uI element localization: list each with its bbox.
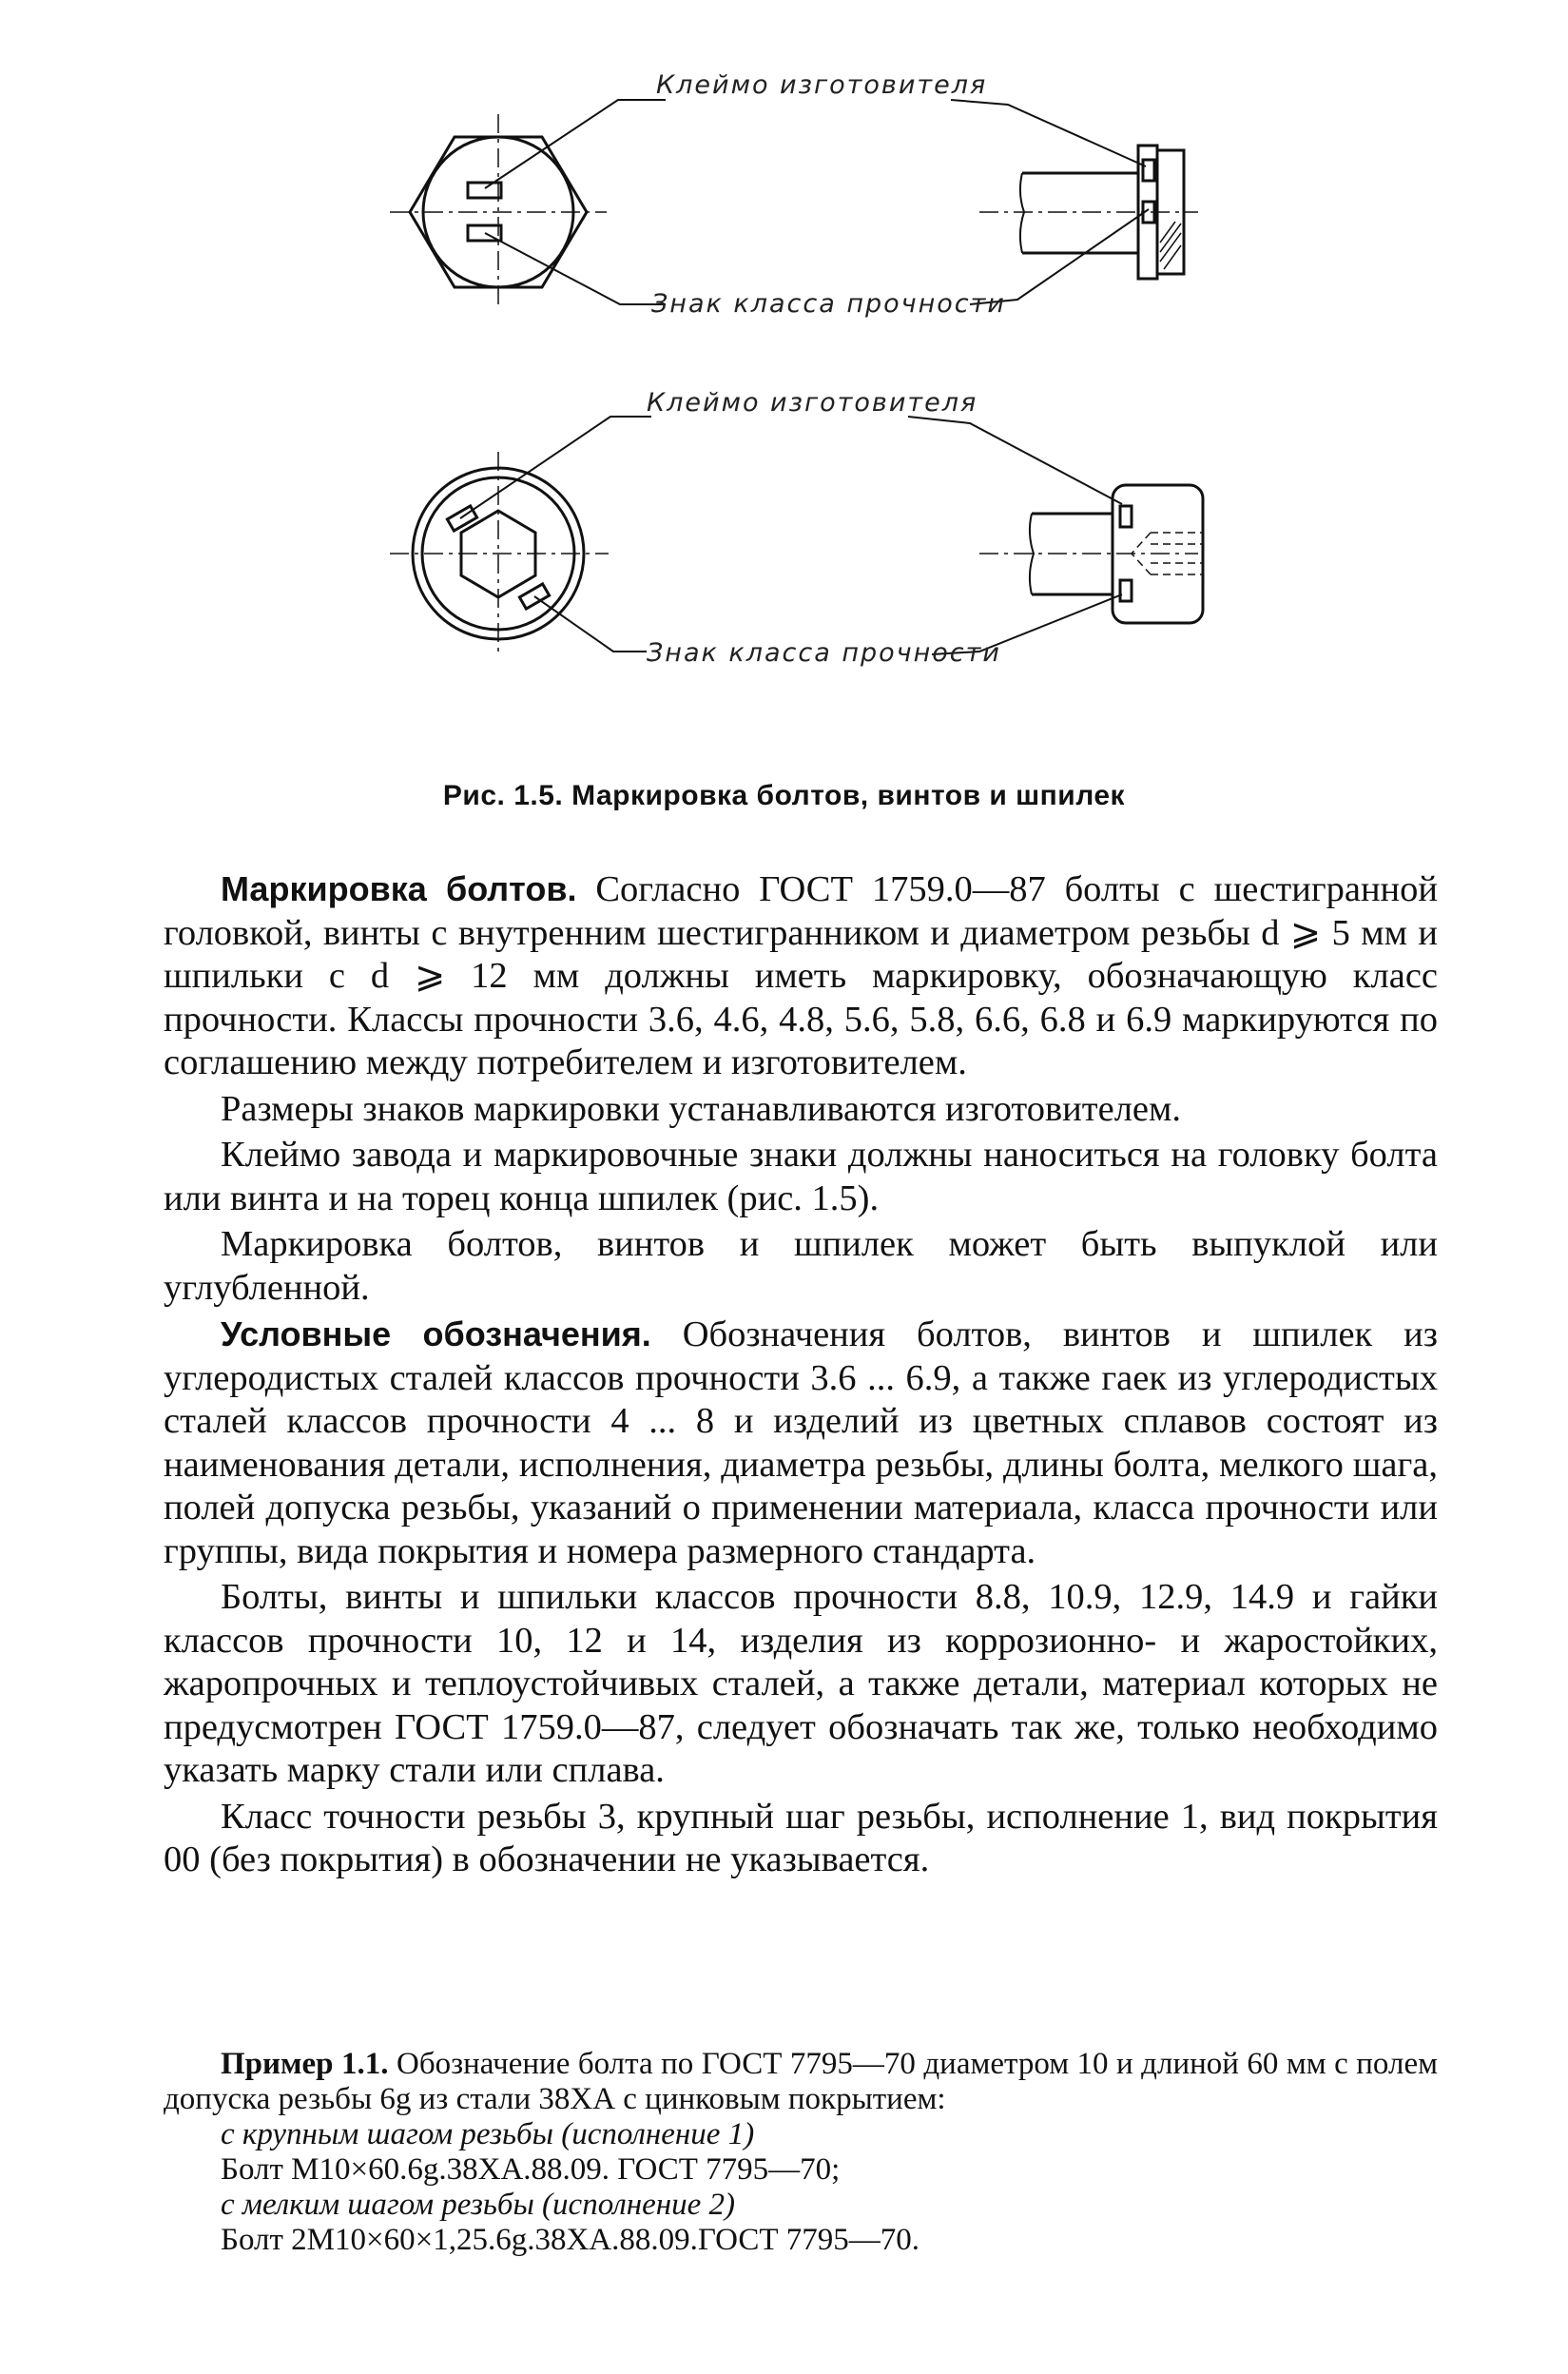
body-text [164, 867, 1438, 1882]
paragraph-relief: Маркировка болтов, винтов и шпилек может быть выпуклой или углубленной. [164, 1224, 1438, 1308]
label-manufacturer-mark-1: Клеймо изготовителя [656, 70, 988, 100]
figure-bolt-marking [361, 70, 1265, 799]
paragraph-heading: Маркировка болтов. [221, 869, 577, 908]
example-designation-1: Болт М10×60.6g.38ХА.88.09. ГОСТ 7795—70; [221, 2152, 841, 2187]
example-case-label: с мелким шагом резьбы (исполнение 2) [221, 2188, 736, 2222]
example-intro [164, 2047, 1438, 2117]
paragraph-sizes: Размеры знаков маркировки устанавливаются изготовителем. [221, 1088, 1181, 1129]
hex-head-side-view [979, 146, 1198, 279]
paragraph-text: Обозначения болтов, винтов и шпилек из углеродистых сталей классов прочности 3.6 ... 6.9, а также гаек из углеродистых сталей классов прочности 4 ... 8 и изделий из цветных сплавов состоят из наименования детали, исполнения, диаметра резьбы, длины болта, мелкого шага, полей допуска резьбы, указаний о применении материала, класса прочности или группы, вида покрытия и номера размерного стандарта. [164, 1314, 1438, 1571]
example-case-coarse [164, 2117, 1438, 2152]
paragraph-stamp: Клеймо завода и маркировочные знаки должны наноситься на головку болта или винта и на торец конца шпилек (рис. 1.5). [164, 1135, 1438, 1218]
paragraph-high-strength: Болты, винты и шпильки классов прочности 8.8, 10.9, 12.9, 14.9 и гайки классов прочности 10, 12 и 14, изделия из коррозионно- и жаростойких, жаропрочных и теплоустойчивых сталей, а также детали, материал которых не предусмотрен ГОСТ 1759.0—87, следует обозначать так же, только необходимо указать марку стали или сплава. [164, 1577, 1438, 1790]
example-case-label: с крупным шагом резьбы (исполнение 1) [221, 2117, 755, 2151]
leader-lines-top [485, 100, 1149, 304]
figure-drawing [361, 70, 1265, 799]
paragraph-text: Согласно ГОСТ 1759.0—87 болты с шестигранной головкой, винты с внутренним шестигранником и диаметром резьбы d ⩾ 5 мм и шпильки с d ⩾ 12 мм должны иметь маркировку, обозначающую класс прочности. Классы прочности 3.6, 4.6, 4.8, 5.6, 5.8, 6.6, 6.8 и 6.9 маркируются по соглашению между потребителем и изготовителем. [164, 869, 1439, 1082]
socket-head-side-view [979, 485, 1203, 623]
figure-caption: Рис. 1.5. Маркировка болтов, винтов и шпилек [442, 780, 1126, 811]
example-block [164, 2047, 1438, 2258]
paragraph-heading: Условные обозначения. [221, 1314, 651, 1353]
paragraph-designations [164, 1313, 1438, 1573]
label-strength-class-2: Знак класса прочности [647, 638, 1001, 668]
paragraph-marking [164, 867, 1438, 1085]
label-strength-class-1: Знак класса прочности [651, 289, 1006, 319]
leader-lines-bottom [460, 417, 1122, 654]
example-designation-2: Болт 2М10×60×1,25.6g.38ХА.88.09.ГОСТ 7795—70. [221, 2223, 920, 2257]
manufacturer-mark-icon [468, 183, 501, 198]
example-text: Обозначение болта по ГОСТ 7795—70 диаметром 10 и длиной 60 мм с полем допуска резьбы 6g из стали 38ХА с цинковым покрытием: [164, 2047, 1438, 2116]
example-case-fine [164, 2188, 1438, 2223]
label-manufacturer-mark-2: Клеймо изготовителя [647, 388, 978, 418]
example-heading: Пример 1.1. [221, 2047, 389, 2081]
paragraph-omitted: Класс точности резьбы 3, крупный шаг резьбы, исполнение 1, вид покрытия 00 (без покрытия) в обозначении не указывается. [164, 1796, 1438, 1879]
